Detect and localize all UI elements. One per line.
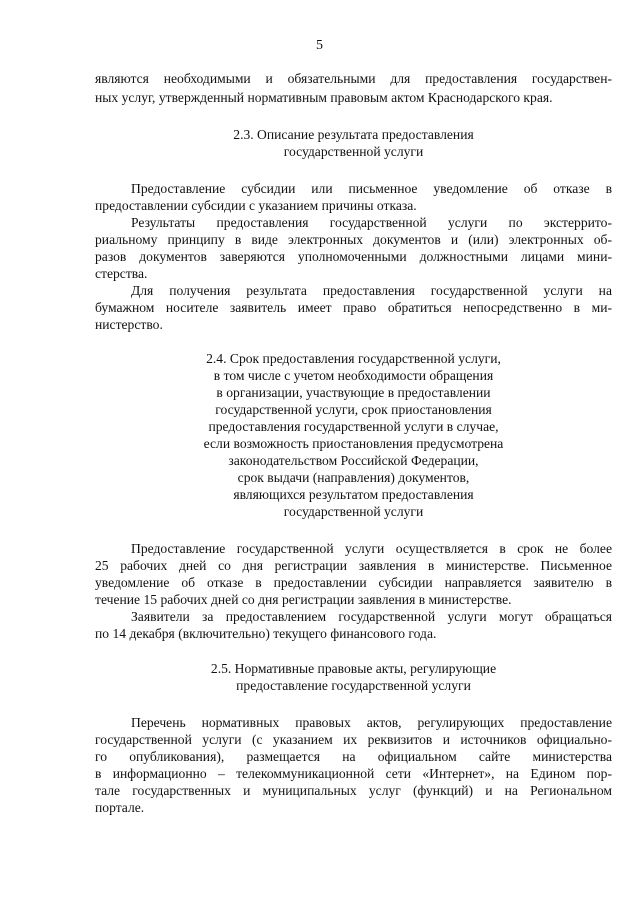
section-2-5-p1-line-1: Перечень нормативных правовых актов, регулирующих предоставление — [131, 715, 612, 730]
section-2-3-heading-line-1: 2.3. Описание результата предоставления — [233, 127, 474, 142]
section-2-4-p2-line-1: Заявители за предоставлением государственной услуги могут обращаться — [131, 609, 612, 624]
section-2-3-p2-line-3: разов документов заверяются уполномоченными должностными лицами мини- — [95, 249, 612, 264]
section-2-4-p1-line-2: 25 рабочих дней со дня регистрации заявления в министерстве. Письменное — [95, 558, 612, 573]
section-2-4-heading-line-3: в организации, участвующие в предоставлении — [216, 385, 491, 400]
section-2-4-heading-line-4: государственной услуги, срок приостановления — [215, 402, 492, 417]
intro-line-1: являются необходимыми и обязательными для предоставления государствен- — [95, 71, 612, 86]
section-2-3-p3-line-1: Для получения результата предоставления государственной услуги на — [131, 283, 612, 298]
section-2-3-heading-line-2: государственной услуги — [283, 144, 424, 159]
section-2-4-heading-line-7: законодательством Российской Федерации, — [228, 453, 479, 468]
section-2-5-p1-line-5: тале государственных и муниципальных услуг (функций) и на Региональном — [95, 783, 612, 798]
intro-line-2: ных услуг, утвержденный нормативным правовым актом Краснодарского края. — [95, 90, 553, 105]
section-2-3-p3-line-2: бумажном носителе заявитель имеет право обратиться непосредственно в ми- — [95, 300, 612, 315]
page-number: 5 — [316, 38, 323, 53]
section-2-4-heading-line-6: если возможность приостановления предусмотрена — [203, 436, 504, 451]
section-2-5-p1-line-3: го опубликования), размещается на официальном сайте министерства — [95, 749, 612, 764]
section-2-4-heading-line-2: в том числе с учетом необходимости обращения — [213, 368, 494, 383]
section-2-5-heading-line-2: предоставление государственной услуги — [236, 678, 471, 693]
section-2-4-heading-line-1: 2.4. Срок предоставления государственной услуги, — [206, 351, 501, 366]
section-2-5-p1-line-4: в информационно – телекоммуникационной сети «Интернет», на Едином пор- — [95, 766, 612, 781]
section-2-3-p2-line-4: стерства. — [95, 266, 148, 281]
section-2-4-p1-line-3: уведомление об отказе в предоставлении субсидии направляется заявителю в — [95, 575, 612, 590]
section-2-4-p1-line-1: Предоставление государственной услуги осуществляется в срок не более — [131, 541, 612, 556]
section-2-4-heading-line-9: являющихся результатом предоставления — [233, 487, 474, 502]
section-2-4-heading-line-8: срок выдачи (направления) документов, — [237, 470, 470, 485]
section-2-4-p2-line-2: по 14 декабря (включительно) текущего финансового года. — [95, 626, 437, 641]
section-2-4-p1-line-4: течение 15 рабочих дней со дня регистрации заявления в министерстве. — [95, 592, 512, 607]
section-2-3-p1-line-2: предоставлении субсидии с указанием причины отказа. — [95, 198, 417, 213]
section-2-5-p1-line-6: портале. — [95, 800, 145, 815]
section-2-3-p1-line-1: Предоставление субсидии или письменное уведомление об отказе в — [131, 181, 612, 196]
section-2-3-p2-line-1: Результаты предоставления государственной услуги по экстеррито- — [131, 215, 612, 230]
section-2-5-heading-line-1: 2.5. Нормативные правовые акты, регулирующие — [210, 661, 497, 676]
section-2-5-p1-line-2: государственной услуги (с указанием их реквизитов и источников официально- — [95, 732, 612, 747]
section-2-3-p3-line-3: нистерство. — [95, 317, 163, 332]
section-2-4-heading-line-5: предоставления государственной услуги в случае, — [208, 419, 499, 434]
section-2-3-p2-line-2: риальному принципу в виде электронных документов и (или) электронных об- — [95, 232, 612, 247]
section-2-4-heading-line-10: государственной услуги — [283, 504, 424, 519]
